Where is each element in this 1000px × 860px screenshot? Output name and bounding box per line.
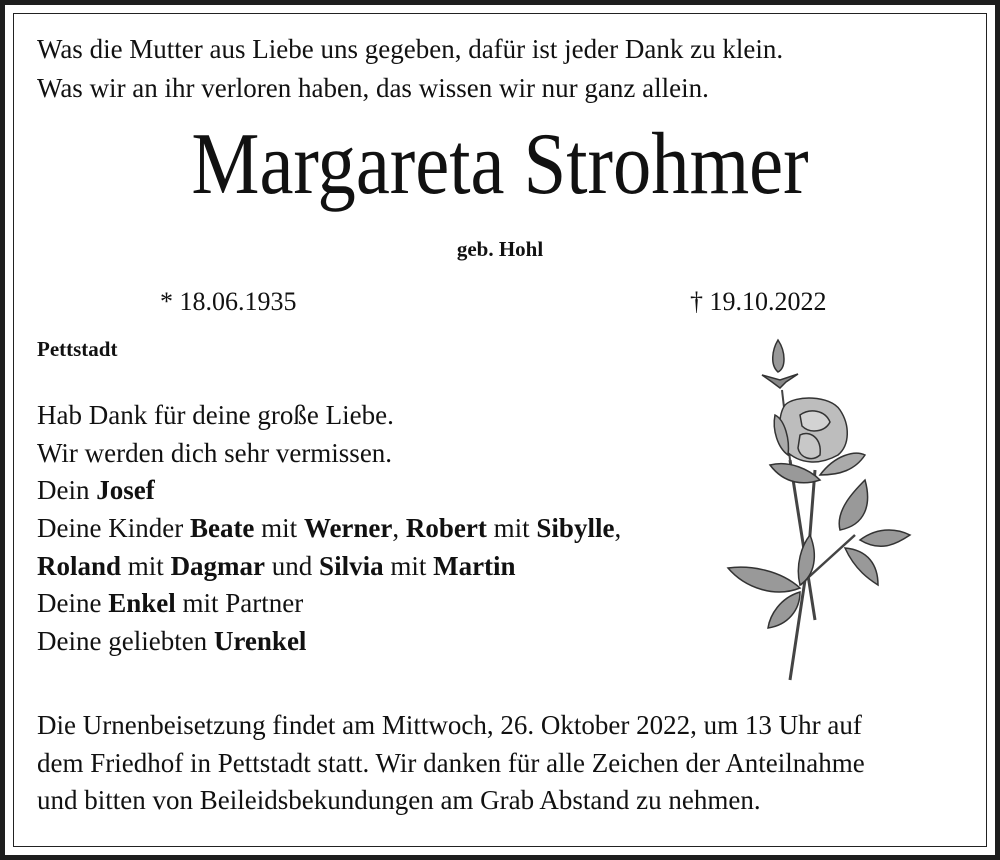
farewell-text: mit	[486, 513, 537, 543]
birth-date: * 18.06.1935	[160, 287, 297, 316]
farewell-text: ,	[614, 513, 622, 543]
announcement-line-1: Die Urnenbeisetzung findet am Mittwoch, 26. Oktober 2022, um 13 Uhr auf	[37, 710, 862, 740]
announcement-line-2: dem Friedhof in Pettstadt statt. Wir danken für alle Zeichen der Anteilnahme	[37, 748, 865, 778]
farewell-text: Deine	[37, 588, 109, 618]
place: Pettstadt	[37, 337, 118, 361]
farewell-text: Deine geliebten	[37, 626, 214, 656]
family-name: Enkel	[108, 588, 176, 618]
death-date: † 19.10.2022	[690, 287, 827, 316]
family-name: Josef	[96, 475, 155, 505]
farewell-line	[37, 553, 516, 580]
family-name: Silvia	[319, 551, 384, 581]
farewell-text: und	[265, 551, 320, 581]
farewell-text: Hab Dank für deine große Liebe.	[37, 400, 394, 430]
family-name: Robert	[405, 513, 487, 543]
deceased-name: Margareta Strohmer	[191, 116, 809, 213]
farewell-line	[37, 628, 306, 655]
farewell-text: ,	[392, 513, 406, 543]
verse-line-2: Was wir an ihr verloren haben, das wissen wir nur ganz allein.	[37, 73, 709, 103]
farewell-text: mit	[383, 551, 434, 581]
farewell-line	[37, 477, 155, 504]
verse-line-1: Was die Mutter aus Liebe uns gegeben, dafür ist jeder Dank zu klein.	[37, 34, 784, 64]
farewell-line	[37, 402, 394, 429]
rose-drawing-icon	[720, 330, 920, 690]
farewell-line	[37, 590, 303, 617]
family-name: Roland	[37, 551, 122, 581]
farewell-text: Dein	[37, 475, 97, 505]
farewell-text: Wir werden dich sehr vermissen.	[37, 438, 393, 468]
family-name: Werner	[303, 513, 393, 543]
family-name: Martin	[433, 551, 516, 581]
farewell-text: mit	[254, 513, 304, 543]
farewell-line	[37, 515, 621, 542]
family-name: Urenkel	[213, 626, 307, 656]
family-name: Beate	[189, 513, 255, 543]
farewell-text: mit	[121, 551, 171, 581]
maiden-name: geb. Hohl	[456, 237, 544, 261]
farewell-text: Deine Kinder	[37, 513, 190, 543]
family-name: Sibylle	[536, 513, 615, 543]
farewell-text: mit Partner	[175, 588, 304, 618]
announcement-line-3: und bitten von Beileidsbekundungen am Grab Abstand zu nehmen.	[37, 785, 761, 815]
farewell-line	[37, 440, 392, 467]
family-name: Dagmar	[170, 551, 266, 581]
